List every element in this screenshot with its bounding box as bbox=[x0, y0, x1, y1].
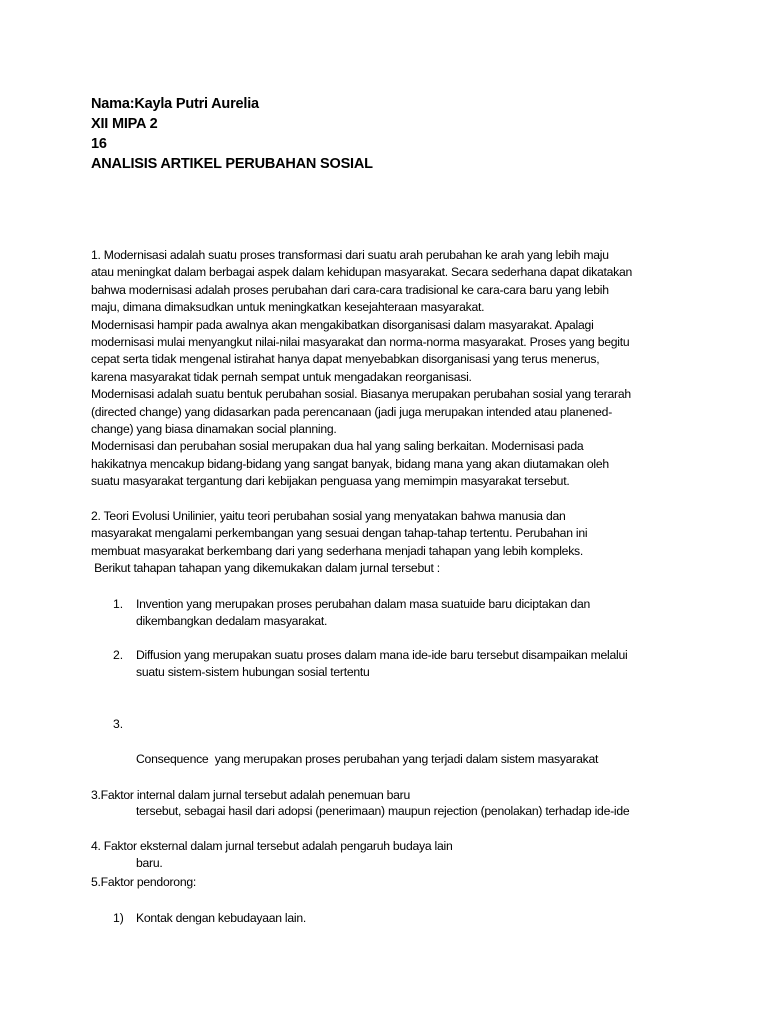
text-line: bahwa modernisasi adalah proses perubahan dari cara-cara tradisional ke cara-cara baru yang lebih bbox=[91, 282, 609, 297]
text-line: Modernisasi adalah suatu bentuk perubahan sosial. Biasanya merupakan perubahan sosial yang terarah bbox=[91, 387, 631, 402]
section-4-paragraph: 4. Faktor eksternal dalam jurnal tersebut adalah pengaruh budaya lain bbox=[91, 839, 453, 853]
list-item bbox=[136, 716, 629, 907]
list-item bbox=[136, 647, 627, 682]
list-item-line: Invention yang merupakan proses perubahan dalam masa suatuide baru diciptakan dan bbox=[136, 597, 591, 611]
list-item-number: 1. bbox=[113, 597, 124, 611]
list-item-line: tersebut, sebagai hasil dari adopsi (penerimaan) maupun rejection (penolakan) terhadap ide-ide bbox=[136, 804, 630, 819]
list-item-number: 3. bbox=[113, 717, 124, 731]
section-3-paragraph: 3.Faktor internal dalam jurnal tersebut adalah penemuan baru bbox=[91, 788, 411, 802]
text-line: maju, dimana dimaksudkan untuk meningkatkan kesejahteraan masyarakat. bbox=[91, 300, 485, 315]
document-title: ANALISIS ARTIKEL PERUBAHAN SOSIAL bbox=[91, 156, 373, 172]
text-line: karena masyarakat tidak pernah sempat untuk mengadakan reorganisasi. bbox=[91, 369, 472, 384]
student-name: Nama:Kayla Putri Aurelia bbox=[91, 96, 259, 112]
section-1-paragraph bbox=[91, 247, 632, 491]
document-header bbox=[91, 94, 373, 174]
student-number: 16 bbox=[91, 136, 107, 152]
list-item-line: suatu sistem-sistem hubungan sosial tertentu bbox=[136, 665, 370, 680]
text-line: Modernisasi dan perubahan sosial merupakan dua hal yang saling berkaitan. Modernisasi pada bbox=[91, 439, 584, 454]
text-line: 2. Teori Evolusi Unilinier, yaitu teori perubahan sosial yang menyatakan bahwa manusia dan bbox=[91, 509, 566, 523]
list-item-line: Consequence yang merupakan proses perubahan yang terjadi dalam sistem masyarakat bbox=[136, 751, 599, 766]
section-5-heading: 5.Faktor pendorong: bbox=[91, 875, 197, 889]
text-line: cepat serta tidak mengenal istirahat hanya dapat menyebabkan disorganisasi yang terus menerus, bbox=[91, 352, 600, 367]
list-item-number: 2. bbox=[113, 648, 124, 662]
list-item-line: baru. bbox=[136, 856, 163, 871]
text-line: modernisasi mulai menyangkut nilai-nilai masyarakat dan norma-norma masyarakat. Proses yang begitu bbox=[91, 335, 630, 350]
text-line: suatu masyarakat tergantung dari kebijakan penguasa yang memimpin masyarakat tersebut. bbox=[91, 474, 570, 489]
text-line: masyarakat mengalami perkembangan yang sesuai dengan tahap-tahap tertentu. Perubahan ini bbox=[91, 526, 588, 541]
text-line: (directed change) yang didasarkan pada perencanaan (jadi juga merupakan intended atau planened- bbox=[91, 404, 613, 419]
text-line: 1. Modernisasi adalah suatu proses transformasi dari suatu arah perubahan ke arah yang lebih maju bbox=[91, 248, 609, 262]
text-line: hakikatnya mencakup bidang-bidang yang sangat banyak, bidang mana yang akan diutamakan oleh bbox=[91, 456, 609, 471]
text-line: Modernisasi hampir pada awalnya akan mengakibatkan disorganisasi dalam masyarakat. Apalagi bbox=[91, 317, 594, 332]
text-line: Berikut tahapan tahapan yang dikemukakan dalam jurnal tersebut : bbox=[91, 561, 440, 576]
list-item-line: Diffusion yang merupakan suatu proses dalam mana ide-ide baru tersebut disampaikan melalui bbox=[136, 648, 628, 662]
list-item bbox=[136, 596, 590, 631]
text-line: membuat masyarakat berkembang dari yang sederhana menjadi tahapan yang lebih kompleks. bbox=[91, 543, 584, 558]
list-item-line: dikembangkan dedalam masyarakat. bbox=[136, 614, 328, 629]
text-line: atau meningkat dalam berbagai aspek dalam kehidupan masyarakat. Secara sederhana dapat dikatakan bbox=[91, 265, 633, 280]
section-2-paragraph bbox=[91, 508, 587, 578]
list-item: Kontak dengan kebudayaan lain. bbox=[136, 911, 307, 925]
student-class: XII MIPA 2 bbox=[91, 116, 158, 132]
list-item-number: 1) bbox=[113, 911, 124, 925]
text-line: change) yang biasa dinamakan social planning. bbox=[91, 422, 337, 437]
